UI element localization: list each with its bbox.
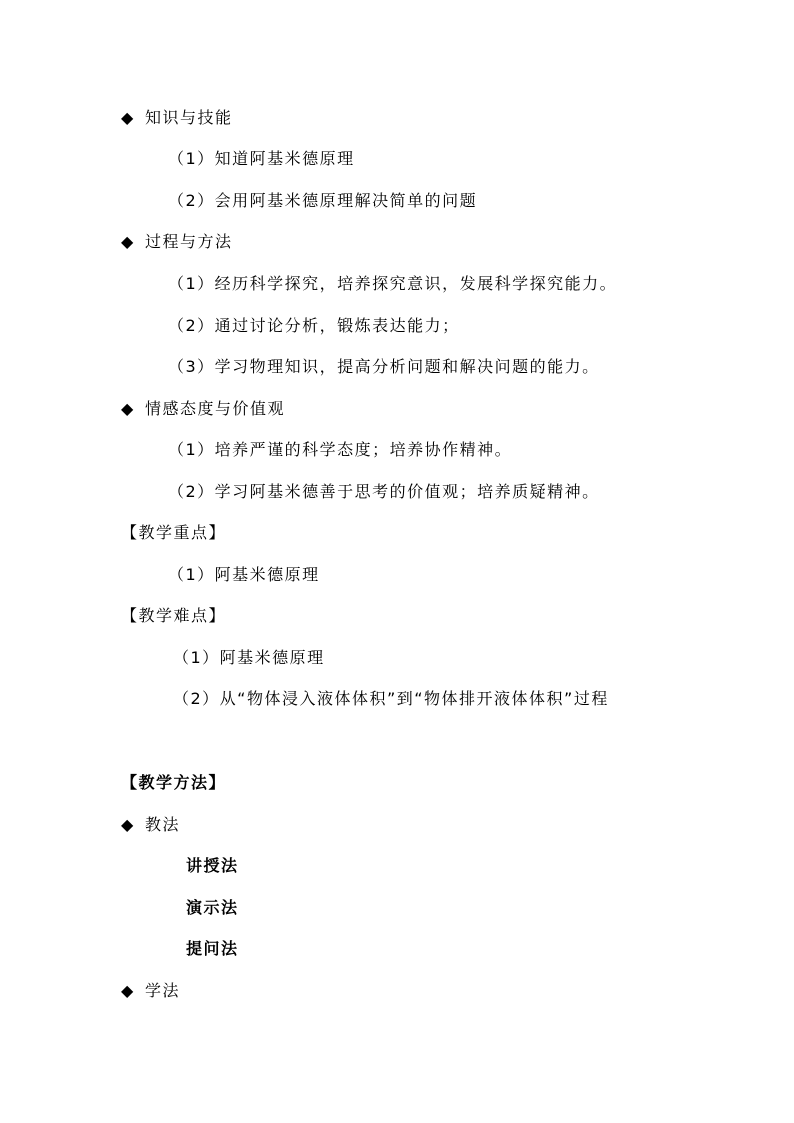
list-item: 演示法 bbox=[186, 898, 239, 917]
diamond-bullet-icon: ◆ bbox=[121, 108, 134, 127]
list-item: 讲授法 bbox=[186, 856, 239, 875]
heading-key-points: 【教学重点】 bbox=[121, 523, 227, 542]
section-heading-process bbox=[121, 232, 233, 252]
diamond-bullet-icon: ◆ bbox=[121, 981, 134, 1000]
list-item: （1）知道阿基米德原理 bbox=[168, 149, 355, 168]
section-title: 教法 bbox=[145, 815, 181, 834]
section-heading-learning bbox=[121, 981, 180, 1001]
list-item: （2）通过讨论分析，锻炼表达能力； bbox=[168, 316, 460, 335]
heading-difficulties: 【教学难点】 bbox=[121, 606, 227, 625]
section-heading-teaching bbox=[121, 815, 180, 835]
list-item: （1）经历科学探究，培养探究意识，发展科学探究能力。 bbox=[168, 274, 618, 293]
diamond-bullet-icon: ◆ bbox=[121, 815, 134, 834]
list-item: （1）阿基米德原理 bbox=[168, 565, 320, 584]
diamond-bullet-icon: ◆ bbox=[121, 399, 134, 418]
list-item: （2）会用阿基米德原理解决简单的问题 bbox=[168, 191, 478, 210]
list-item: （1）培养严谨的科学态度；培养协作精神。 bbox=[168, 440, 513, 459]
heading-methods: 【教学方法】 bbox=[121, 773, 227, 792]
diamond-bullet-icon: ◆ bbox=[121, 232, 134, 251]
section-title: 知识与技能 bbox=[145, 108, 233, 127]
section-heading-knowledge bbox=[121, 108, 233, 128]
list-item: （3）学习物理知识，提高分析问题和解决问题的能力。 bbox=[168, 357, 600, 376]
list-item: 提问法 bbox=[186, 939, 239, 958]
section-title: 情感态度与价值观 bbox=[145, 399, 286, 418]
section-title: 学法 bbox=[145, 981, 181, 1000]
section-heading-emotion bbox=[121, 399, 285, 419]
list-item: （1）阿基米德原理 bbox=[173, 648, 325, 667]
section-title: 过程与方法 bbox=[145, 232, 233, 251]
list-item: （2）从“物体浸入液体体积”到“物体排开液体体积”过程 bbox=[173, 689, 609, 708]
list-item: （2）学习阿基米德善于思考的价值观；培养质疑精神。 bbox=[168, 482, 600, 501]
